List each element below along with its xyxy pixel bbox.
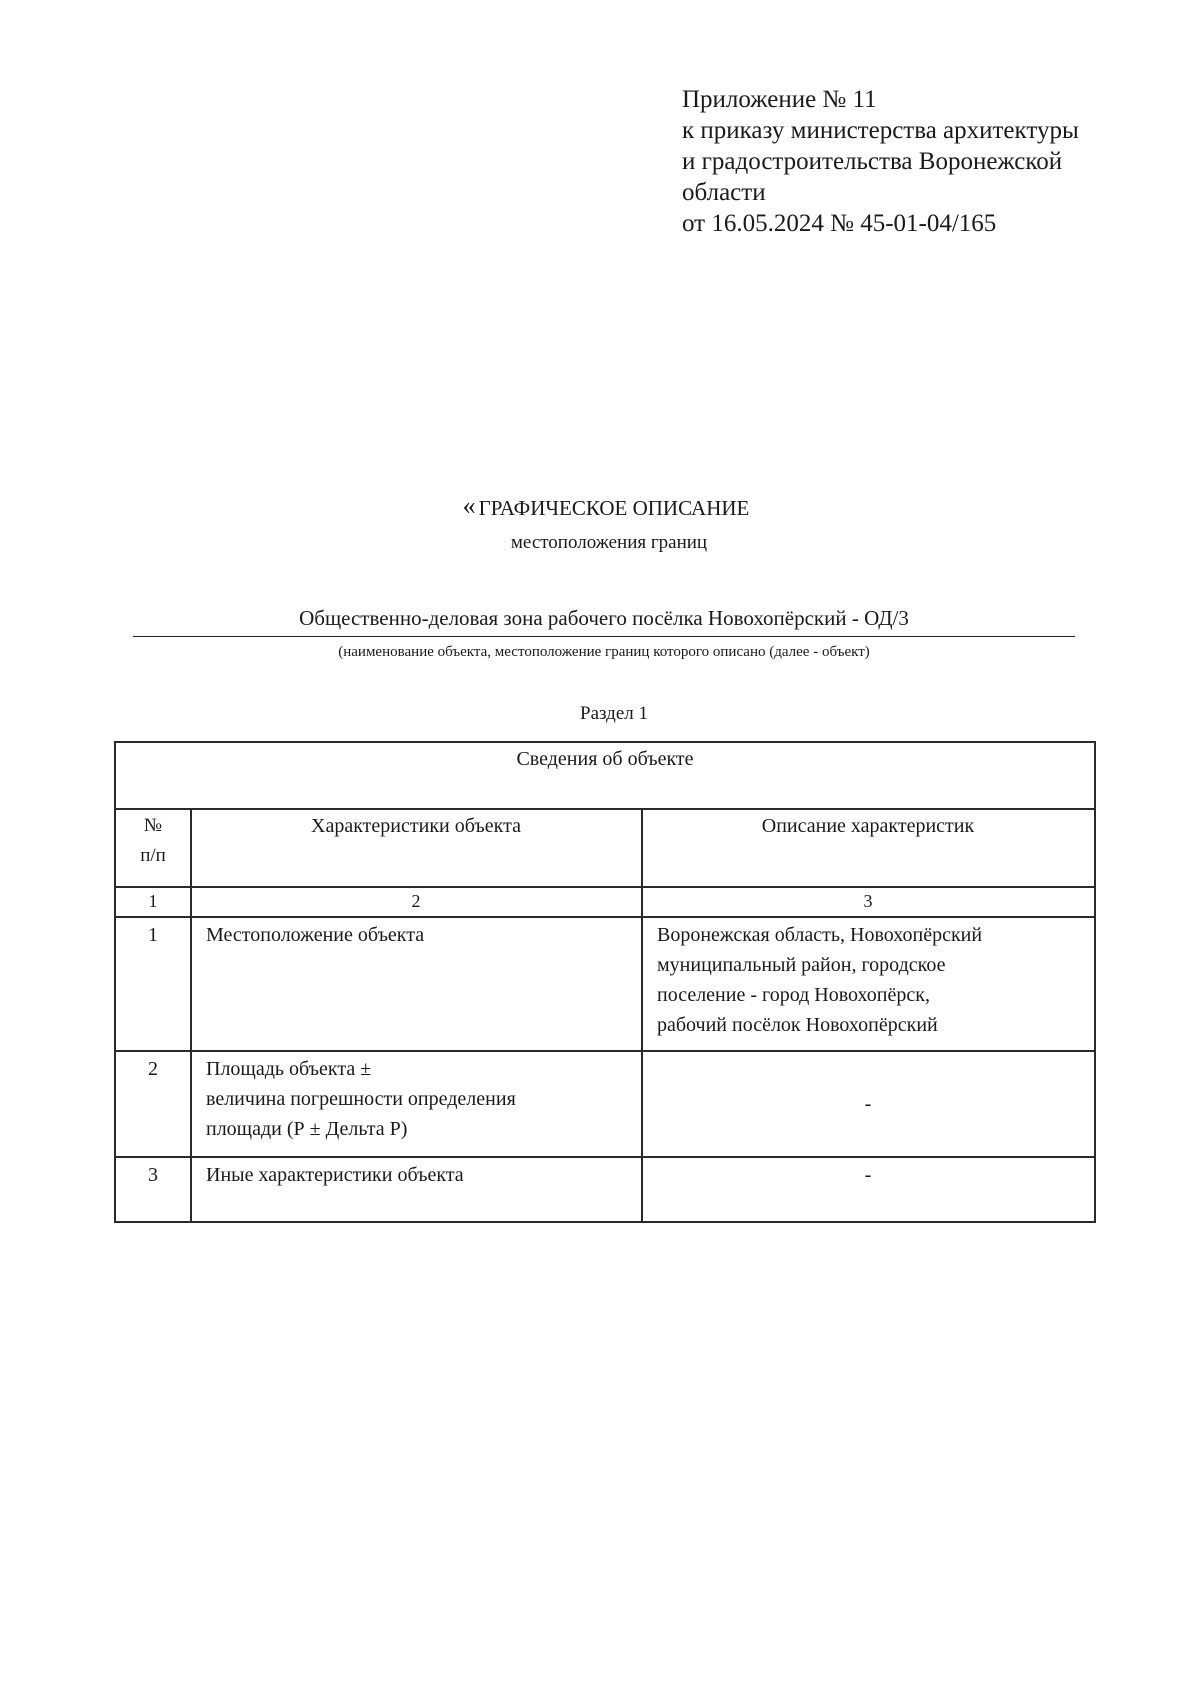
appendix-line: Приложение № 11 xyxy=(682,86,877,113)
column-header-no-line1: № xyxy=(143,815,163,836)
description-line: муниципальный район, городское xyxy=(657,954,946,976)
row-description xyxy=(642,917,1095,1051)
appendix-header xyxy=(682,84,1152,239)
table-row xyxy=(115,1051,1095,1157)
row-description: - xyxy=(642,1157,1095,1222)
title-main xyxy=(12,492,1200,522)
row-description: - xyxy=(642,1051,1095,1157)
column-number: 2 xyxy=(191,887,642,917)
description-line: рабочий посёлок Новохопёрский xyxy=(657,1014,938,1036)
title-main-text: ГРАФИЧЕСКОЕ ОПИСАНИЕ xyxy=(478,496,750,520)
column-number-row xyxy=(115,887,1095,917)
object-name: Общественно-деловая зона рабочего посёлка Новохопёрский - ОД/3 xyxy=(133,604,1075,637)
section-label: Раздел 1 xyxy=(580,703,648,724)
row-characteristic: Иные характеристики объекта xyxy=(191,1157,642,1222)
quote-mark: « xyxy=(462,491,476,520)
description-line: Воронежская область, Новохопёрский xyxy=(657,924,983,946)
row-number: 2 xyxy=(115,1051,191,1157)
table-header: Сведения об объекте xyxy=(115,742,1095,809)
title-subtitle: местоположения границ xyxy=(510,532,708,553)
column-number: 3 xyxy=(642,887,1095,917)
row-characteristic xyxy=(191,1051,642,1157)
object-caption: (наименование объекта, местоположение границ которого описано (далее - объект) xyxy=(338,644,870,660)
appendix-line: от 16.05.2024 № 45-01-04/165 xyxy=(682,210,997,237)
table-row xyxy=(115,917,1095,1051)
column-header-characteristics: Характеристики объекта xyxy=(191,809,642,887)
appendix-line: к приказу министерства архитектуры xyxy=(682,117,1079,144)
column-header-no-line2: п/п xyxy=(140,845,166,866)
appendix-line: области xyxy=(682,179,766,206)
characteristic-line: величина погрешности определения xyxy=(206,1088,516,1110)
column-header-no xyxy=(115,809,191,887)
row-characteristic: Местоположение объекта xyxy=(191,917,642,1051)
column-header-description: Описание характеристик xyxy=(642,809,1095,887)
column-number: 1 xyxy=(115,887,191,917)
object-info-table xyxy=(114,741,1096,1223)
description-line: поселение - город Новохопёрск, xyxy=(657,984,930,1006)
appendix-line: и градостроительства Воронежской xyxy=(682,148,1063,175)
table-header-row xyxy=(115,742,1095,809)
document-title xyxy=(0,492,1200,556)
row-number: 1 xyxy=(115,917,191,1051)
characteristic-line: Площадь объекта ± xyxy=(206,1058,372,1080)
characteristic-line: площади (Р ± Дельта Р) xyxy=(206,1118,408,1140)
table-row xyxy=(115,1157,1095,1222)
column-header-row xyxy=(115,809,1095,887)
row-number: 3 xyxy=(115,1157,191,1222)
